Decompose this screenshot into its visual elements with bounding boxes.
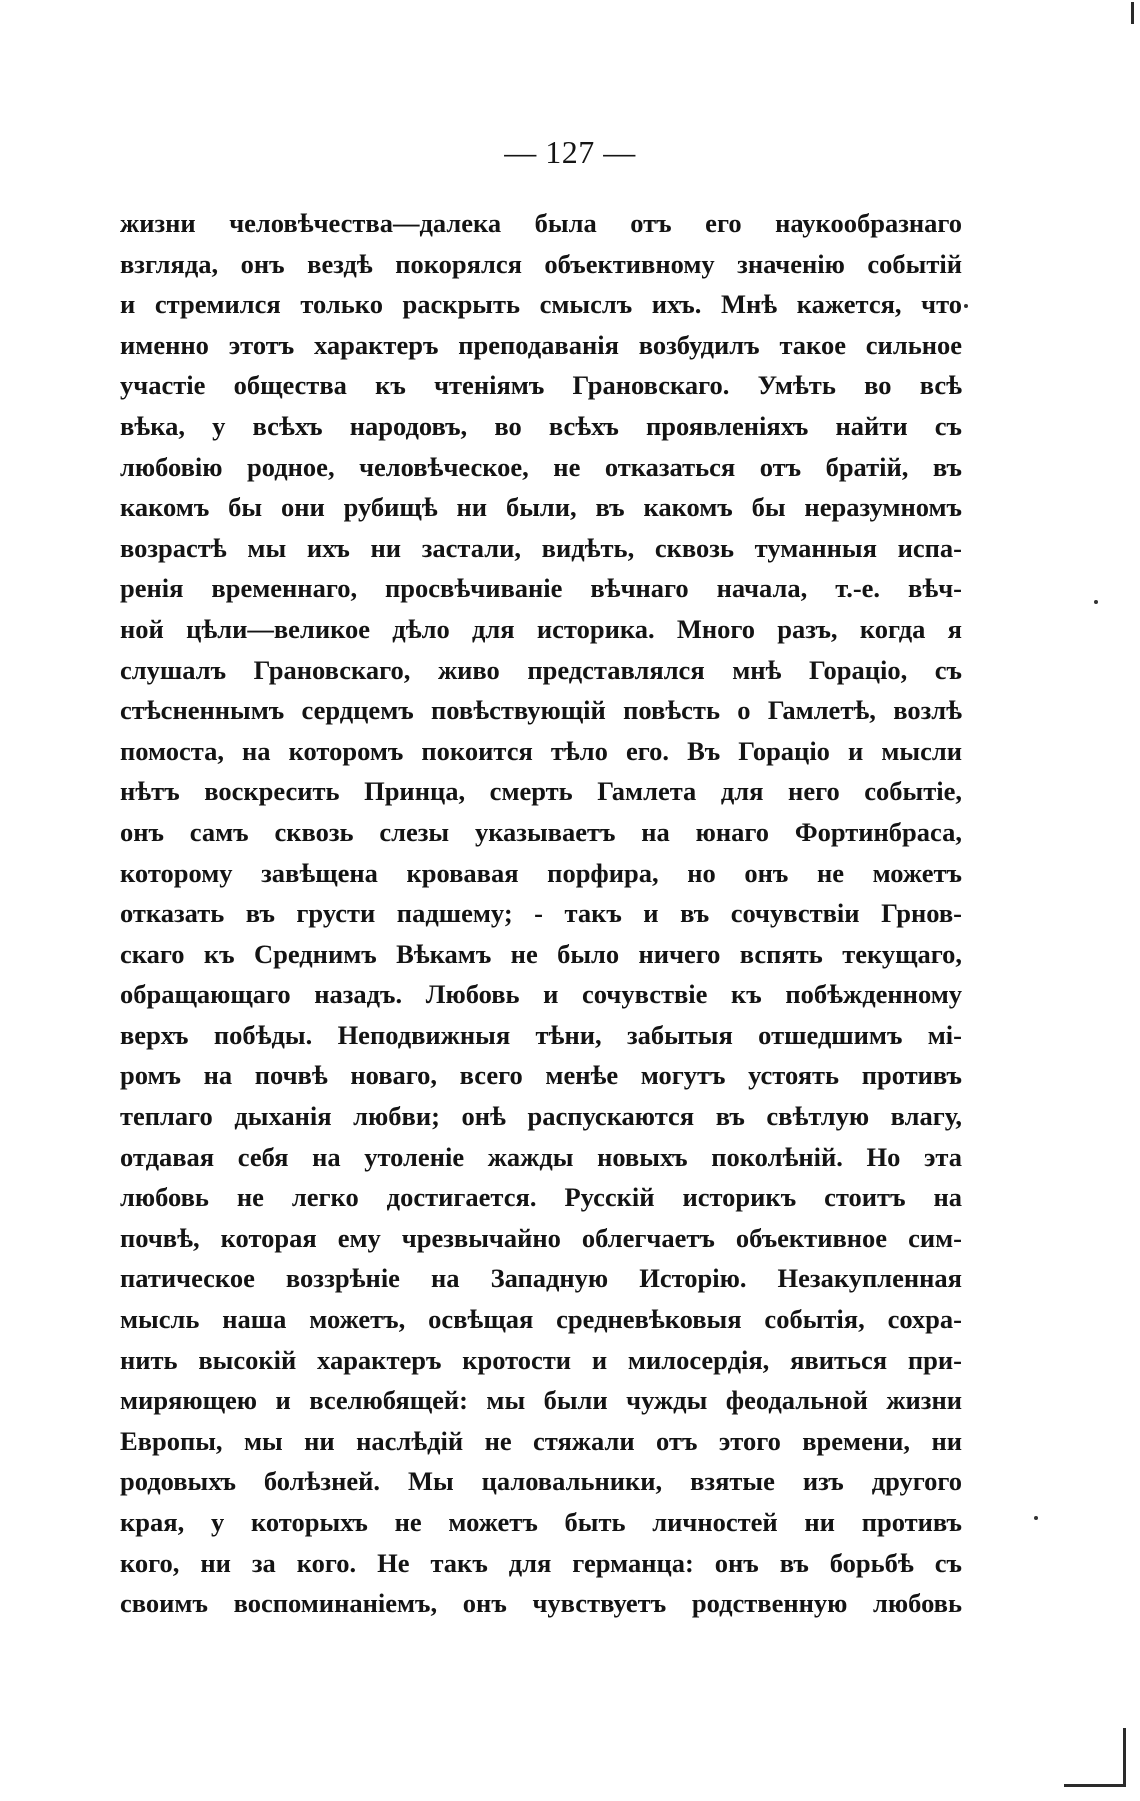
text-line: ренія временнаго, просвѣчиваніе вѣчнаго начала, т.-е. вѣч- — [120, 573, 962, 604]
print-speck — [1034, 1516, 1038, 1520]
text-line: ромъ на почвѣ новаго, всего менѣе могутъ устоять противъ — [120, 1060, 962, 1091]
print-speck — [1094, 600, 1098, 604]
text-line: которому завѣщена кровавая порфира, но онъ не можетъ — [120, 857, 962, 888]
text-line: миряющею и вселюбящей: мы были чужды феодальной жизни — [120, 1385, 962, 1416]
text-line: участіе общества къ чтеніямъ Грановскаго. Умѣть во всѣ — [120, 370, 962, 401]
text-line: слушалъ Грановскаго, живо представлялся мнѣ Гораціо, съ — [120, 654, 962, 685]
text-line: кого, ни за кого. Не такъ для германца: онъ въ борьбѣ съ — [120, 1547, 962, 1578]
text-line: почвѣ, которая ему чрезвычайно облегчаетъ объективное сим- — [120, 1222, 962, 1253]
text-line: своимъ воспоминаніемъ, онъ чувствуетъ родственную любовь — [120, 1588, 962, 1619]
text-line: взгляда, онъ вездѣ покорялся объективному значенію событій — [120, 248, 962, 279]
text-line: нить высокій характеръ кротости и милосердія, явиться при- — [120, 1344, 962, 1375]
body-text — [120, 203, 962, 1624]
text-line: обращающаго назадъ. Любовь и сочувствіе къ побѣжденному — [120, 979, 962, 1010]
text-line: любовь не легко достигается. Русскій историкъ стоитъ на — [120, 1182, 962, 1213]
text-line: вѣка, у всѣхъ народовъ, во всѣхъ проявленіяхъ найти съ — [120, 410, 962, 441]
page-edge-mark — [1123, 1728, 1126, 1786]
text-line: родовыхъ болѣзней. Мы цаловальники, взятые изъ другого — [120, 1466, 962, 1497]
text-line: края, у которыхъ не можетъ быть личностей ни противъ — [120, 1507, 962, 1537]
page-number: — 127 — — [504, 134, 636, 170]
print-speck — [964, 304, 968, 308]
text-line: любовію родное, человѣческое, не отказаться отъ братій, въ — [120, 451, 962, 482]
text-line: онъ самъ сквозь слезы указываетъ на юнаго Фортинбраса, — [120, 816, 962, 847]
text-line: мысль наша можетъ, освѣщая средневѣковыя событія, сохра- — [120, 1304, 962, 1335]
text-line: какомъ бы они рубищѣ ни были, въ какомъ бы неразумномъ — [120, 492, 962, 523]
page-edge-mark — [1131, 2, 1134, 24]
text-line: стѣсненнымъ сердцемъ повѣствующій повѣсть о Гамлетѣ, возлѣ — [120, 695, 962, 726]
text-line: патическое воззрѣніе на Западную Исторію. Незакупленная — [120, 1263, 962, 1294]
text-line: жизни человѣчества—далека была отъ его наукообразнаго — [120, 208, 962, 238]
text-line: и стремился только раскрыть смыслъ ихъ. Мнѣ кажется, что — [120, 289, 962, 320]
text-line: скаго къ Среднимъ Вѣкамъ не было ничего вспять текущаго, — [120, 938, 962, 969]
text-line: верхъ побѣды. Неподвижныя тѣни, забытыя отшедшимъ мі- — [120, 1019, 962, 1050]
page-edge-mark — [1064, 1784, 1126, 1787]
text-line: именно этотъ характеръ преподаванія возбудилъ такое сильное — [120, 329, 962, 360]
text-line: отдавая себя на утоленіе жажды новыхъ поколѣній. Но эта — [120, 1141, 962, 1172]
text-line: возрастѣ мы ихъ ни застали, видѣть, сквозь туманныя испа- — [120, 532, 962, 563]
text-line: Европы, мы ни наслѣдій не стяжали отъ этого времени, ни — [120, 1425, 962, 1456]
text-line: ной цѣли—великое дѣло для историка. Много разъ, когда я — [120, 613, 962, 644]
text-line: отказать въ грусти падшему; - такъ и въ сочувствіи Грнов- — [120, 898, 962, 929]
text-line: нѣтъ воскресить Принца, смерть Гамлета для него событіе, — [120, 776, 962, 807]
text-line: теплаго дыханія любви; онѣ распускаются въ свѣтлую влагу, — [120, 1101, 962, 1132]
text-line: помоста, на которомъ покоится тѣло его. Въ Гораціо и мысли — [120, 735, 962, 766]
